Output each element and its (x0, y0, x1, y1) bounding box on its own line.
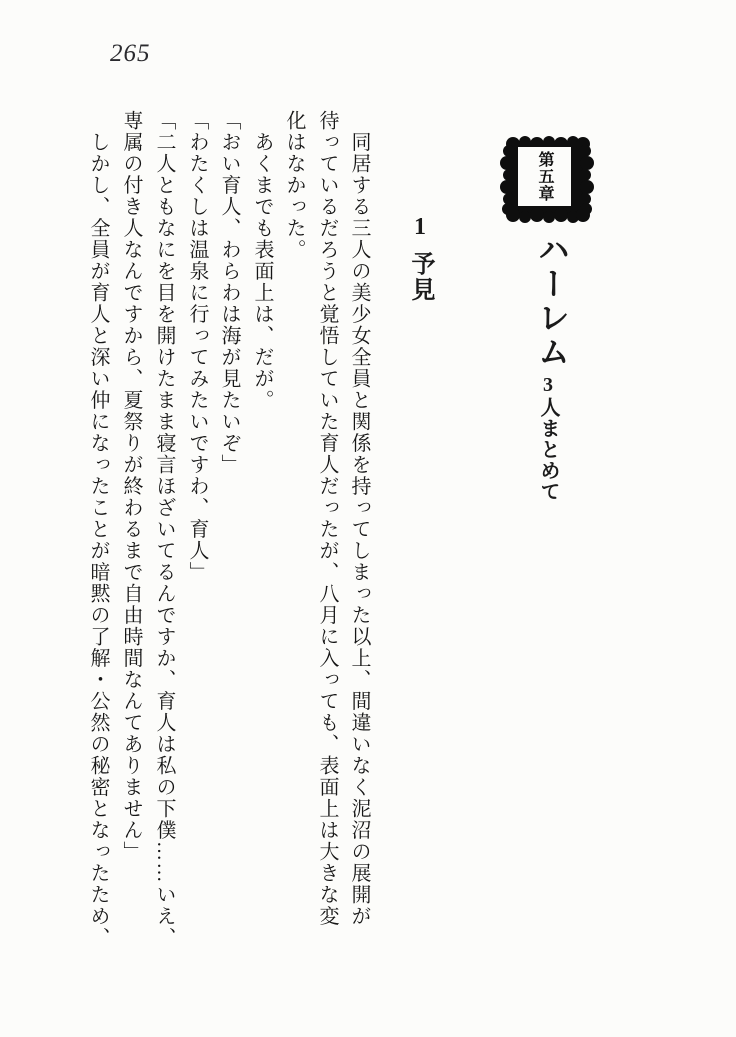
section-number: 1 (407, 214, 433, 242)
body-text-column: 専属の付き人なんですから、夏祭りが終わるまで自由時間なんてありません」 (120, 110, 142, 863)
body-text-column: しかし、全員が育人と深い仲になったことが暗黙の了解・公然の秘密となったため、 (87, 110, 109, 949)
body-text-column: 「おい育人、わらわは海が見たいぞ」 (218, 110, 240, 476)
body-text-column: 化はなかった。 (283, 110, 305, 261)
body-text-column: 待っているだろうと覚悟していた育人だったが、八月に入っても、表面上は大きな変 (316, 110, 338, 927)
chapter-title: ハーレム (534, 233, 570, 369)
chapter-stamp (499, 135, 595, 225)
section-title: 予見 (407, 251, 433, 303)
body-text-column: 同居する三人の美少女全員と関係を持ってしまった以上、間違いなく泥沼の展開が (348, 110, 370, 927)
page-number: 265 (110, 40, 151, 67)
chapter-number-label: 第五章 (536, 151, 553, 202)
body-text-column: 「二人ともなにを目を開けたまま寝言ほざいてるんですか、育人は私の下僕……いえ、 (153, 110, 175, 949)
chapter-subtitle: 3人まとめて (537, 374, 559, 502)
section-heading (403, 214, 438, 334)
body-text-column: あくまでも表面上は、だが。 (251, 110, 273, 411)
body-text-column: 「わたくしは温泉に行ってみたいですわ、育人」 (186, 110, 208, 583)
